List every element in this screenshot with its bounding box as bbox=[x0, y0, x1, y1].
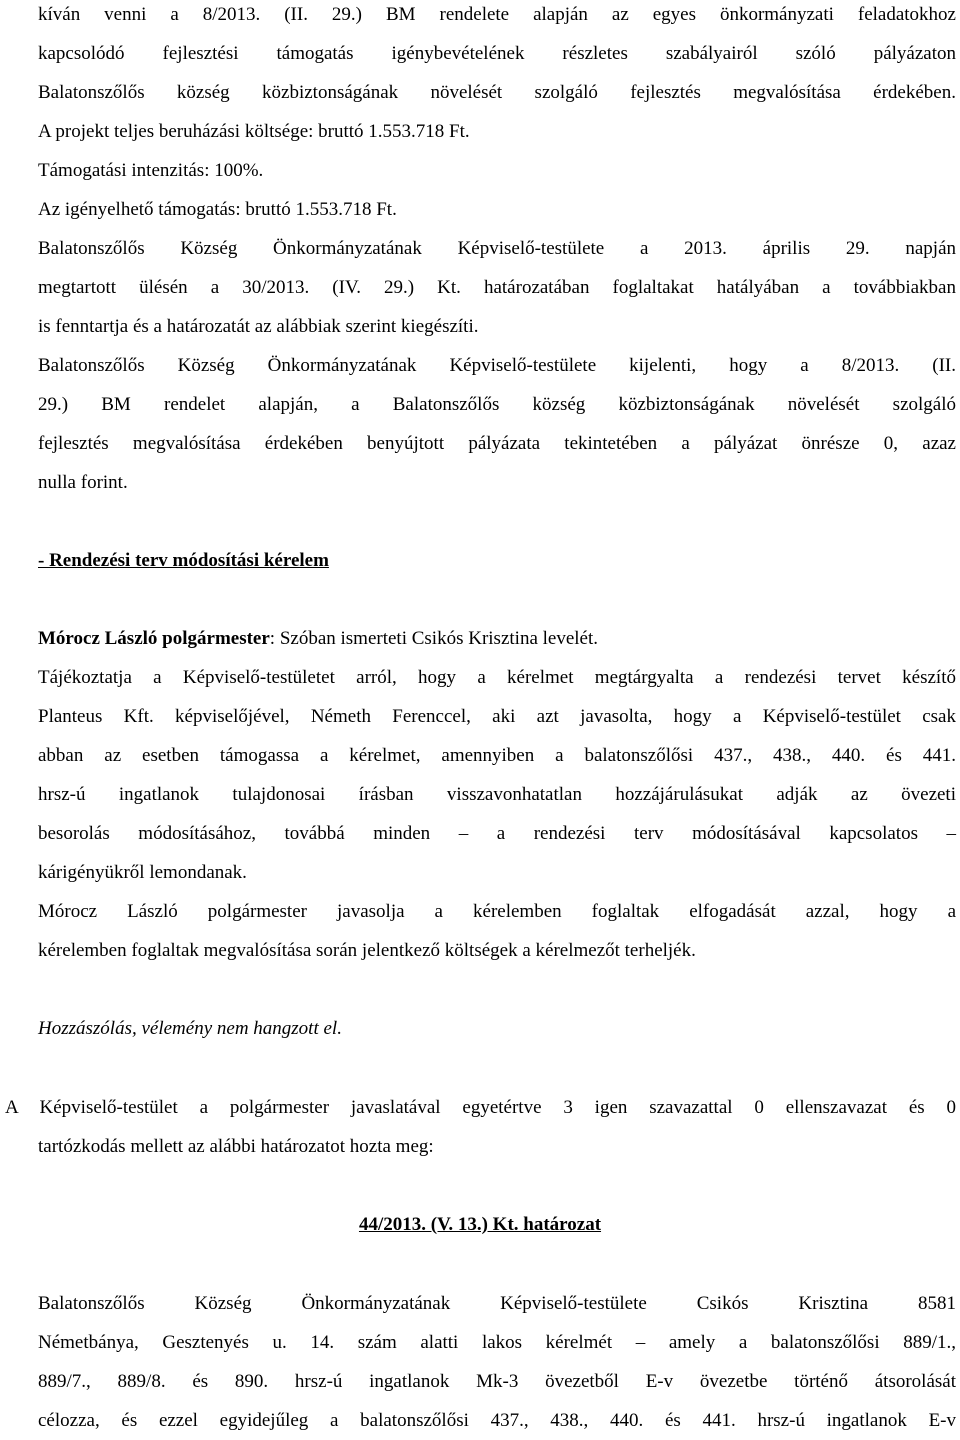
paragraph-line: Mórocz László polgármester javasolja a kérelemben foglaltak elfogadását azzal, hogy a bbox=[38, 901, 956, 922]
speaker-text: : Szóban ismerteti Csikós Krisztina levelét. bbox=[269, 628, 599, 649]
paragraph-line: nulla forint. bbox=[38, 472, 128, 493]
paragraph-line: kárigényükről lemondanak. bbox=[38, 862, 247, 883]
paragraph-line: hrsz-ú ingatlanok tulajdonosai írásban visszavonhatatlan hozzájárulásukat adják az övezeti bbox=[38, 784, 956, 805]
paragraph-line: megtartott ülésén a 30/2013. (IV. 29.) Kt. határozatában foglaltakat hatályában a továbbiakban bbox=[38, 277, 956, 298]
resolution-title: 44/2013. (V. 13.) Kt. határozat bbox=[358, 1214, 602, 1235]
vote-line: tartózkodás mellett az alábbi határozatot hozta meg: bbox=[38, 1136, 434, 1157]
paragraph-line: 29.) BM rendelet alapján, a Balatonszőlős község közbiztonságának növelését szolgáló bbox=[38, 394, 956, 415]
paragraph-line: kapcsolódó fejlesztési támogatás igénybevételének részletes szabályairól szóló pályázaton bbox=[38, 43, 956, 64]
paragraph-line: A projekt teljes beruházási költsége: bruttó 1.553.718 Ft. bbox=[38, 121, 470, 142]
paragraph-line: Balatonszőlős Község Önkormányzatának Képviselő-testülete kijelenti, hogy a 8/2013. (II. bbox=[38, 355, 956, 376]
paragraph-line: is fenntartja és a határozatát az alábbiak szerint kiegészíti. bbox=[38, 316, 479, 337]
paragraph-line: Az igényelhető támogatás: bruttó 1.553.718 Ft. bbox=[38, 199, 397, 220]
paragraph-line: abban az esetben támogassa a kérelmet, amennyiben a balatonszőlősi 437., 438., 440. és 441. bbox=[38, 745, 956, 766]
paragraph-line: Balatonszőlős Község Önkormányzatának Képviselő-testülete a 2013. április 29. napján bbox=[38, 238, 956, 259]
paragraph-line: Tájékoztatja a Képviselő-testületet arról, hogy a kérelmet megtárgyalta a rendezési tervet készítő bbox=[38, 667, 956, 688]
paragraph-line: Planteus Kft. képviselőjével, Németh Ferenccel, aki azt javasolta, hogy a Képviselő-testület csak bbox=[38, 706, 956, 727]
paragraph-line: Németbánya, Gesztenyés u. 14. szám alatti lakos kérelmét – amely a balatonszőlősi 889/1., bbox=[38, 1332, 956, 1353]
vote-line: A Képviselő-testület a polgármester javaslatával egyetértve 3 igen szavazattal 0 ellenszavazat és 0 bbox=[5, 1097, 956, 1118]
paragraph-line: célozza, és ezzel egyidejűleg a balatonszőlősi 437., 438., 440. és 441. hrsz-ú ingatlanok E-v bbox=[38, 1410, 956, 1431]
section-heading: - Rendezési terv módosítási kérelem bbox=[38, 550, 329, 571]
paragraph-line: 889/7., 889/8. és 890. hrsz-ú ingatlanok Mk-3 övezetből E-v övezetbe történő átsorolását bbox=[38, 1371, 956, 1392]
paragraph-line: Balatonszőlős Község Önkormányzatának Képviselő-testülete Csikós Krisztina 8581 bbox=[38, 1293, 956, 1314]
paragraph-line: fejlesztés megvalósítása érdekében benyújtott pályázata tekintetében a pályázat önrésze 0, azaz bbox=[38, 433, 956, 454]
paragraph-line: Támogatási intenzitás: 100%. bbox=[38, 160, 264, 181]
comment-line: Hozzászólás, vélemény nem hangzott el. bbox=[38, 1018, 342, 1039]
paragraph-line: kíván venni a 8/2013. (II. 29.) BM rendelete alapján az egyes önkormányzati feladatokhoz bbox=[38, 4, 956, 25]
speaker-line bbox=[38, 627, 956, 651]
paragraph-line: Balatonszőlős község közbiztonságának növelését szolgáló fejlesztés megvalósítása érdekében. bbox=[38, 82, 956, 103]
paragraph-line: kérelemben foglaltak megvalósítása során jelentkező költségek a kérelmezőt terheljék. bbox=[38, 940, 696, 961]
paragraph-line: besorolás módosításához, továbbá minden – a rendezési terv módosításával kapcsolatos – bbox=[38, 823, 956, 844]
speaker-name: Mórocz László polgármester bbox=[38, 628, 270, 649]
